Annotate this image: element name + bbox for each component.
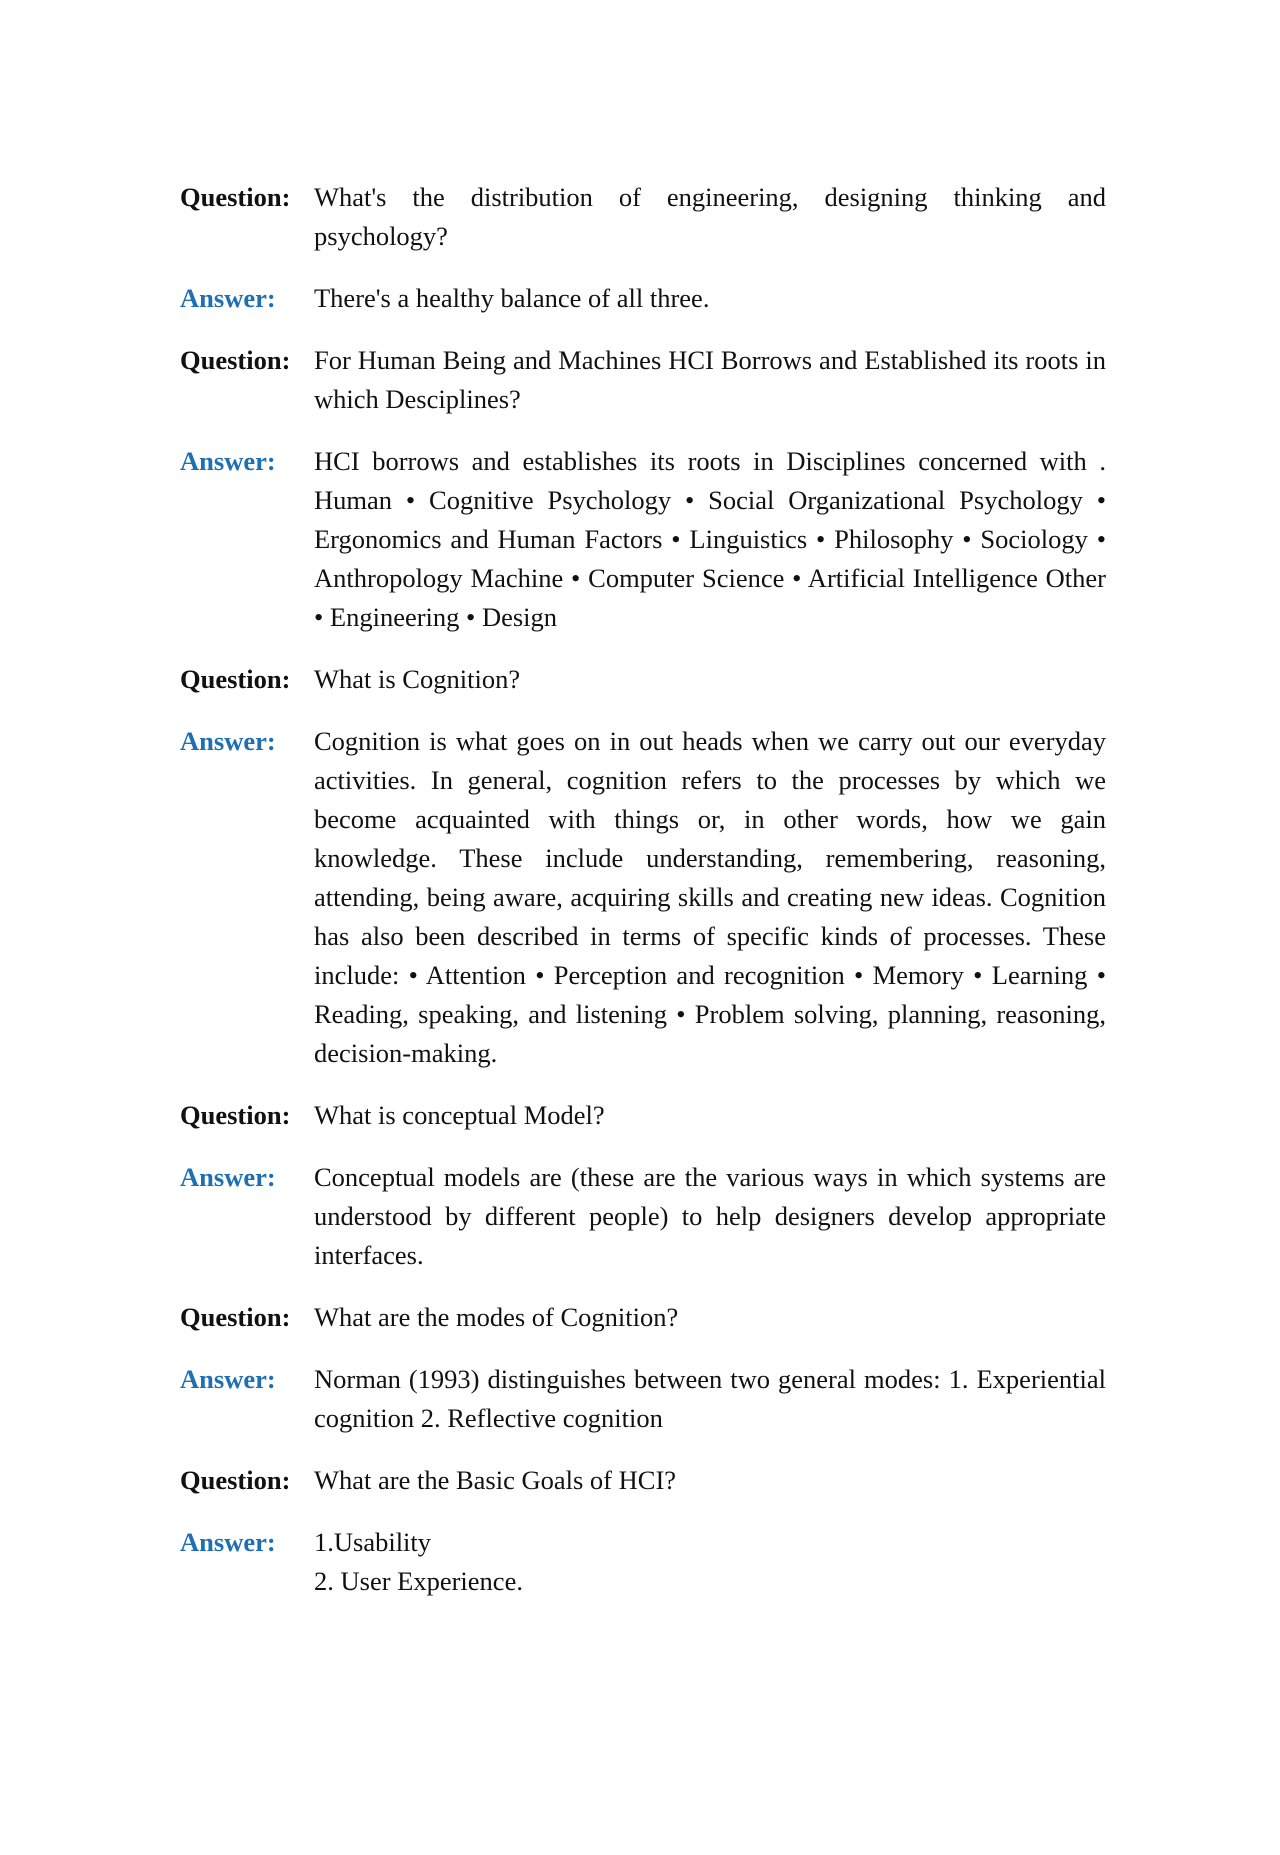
answer-text: Cognition is what goes on in out heads when we carry out our everyday activities. In general, cognition refers to the processes by which we become acquainted with things or, in other words, how we gain knowledge. These include understanding, remembering, reasoning, attending, being aware, acquiring skills and creating new ideas. Cognition has also been described in terms of specific kinds of processes. These include: • Attention • Perception and recognition • Memory • Learning • Reading, speaking, and listening • Problem solving, planning, reasoning, decision-making. [314, 726, 1106, 1068]
answer-label: Answer: [180, 1364, 276, 1394]
answer-label: Answer: [180, 726, 276, 756]
question-row [180, 1096, 1106, 1135]
answer-row [180, 442, 1106, 637]
answer-text: There's a healthy balance of all three. [314, 283, 710, 313]
question-label: Question: [180, 664, 291, 694]
answer-text: Conceptual models are (these are the various ways in which systems are understood by different people) to help designers develop appropriate interfaces. [314, 1162, 1106, 1270]
question-text: What's the distribution of engineering, designing thinking and psychology? [314, 182, 1106, 251]
question-label: Question: [180, 1100, 291, 1130]
question-row [180, 341, 1106, 419]
answer-line: 1.Usability [314, 1527, 432, 1557]
question-text: What are the Basic Goals of HCI? [314, 1465, 677, 1495]
question-label: Question: [180, 345, 291, 375]
answer-row [180, 1360, 1106, 1438]
question-text: What is Cognition? [314, 664, 521, 694]
qa-document [180, 178, 1106, 1624]
answer-row [180, 1158, 1106, 1275]
answer-row [180, 1523, 1106, 1601]
question-text: For Human Being and Machines HCI Borrows and Established its roots in which Desciplines? [314, 345, 1106, 414]
question-label: Question: [180, 182, 291, 212]
answer-label: Answer: [180, 283, 276, 313]
question-label: Question: [180, 1302, 291, 1332]
answer-text: Norman (1993) distinguishes between two general modes: 1. Experiential cognition 2. Reflective cognition [314, 1364, 1106, 1433]
answer-label: Answer: [180, 446, 276, 476]
answer-row [180, 722, 1106, 1073]
question-row [180, 660, 1106, 699]
answer-text [314, 1523, 1106, 1601]
question-row [180, 178, 1106, 256]
question-row [180, 1298, 1106, 1337]
answer-label: Answer: [180, 1162, 276, 1192]
question-text: What is conceptual Model? [314, 1100, 605, 1130]
answer-line: 2. User Experience. [314, 1566, 523, 1596]
answer-row [180, 279, 1106, 318]
question-label: Question: [180, 1465, 291, 1495]
question-text: What are the modes of Cognition? [314, 1302, 679, 1332]
question-row [180, 1461, 1106, 1500]
answer-label: Answer: [180, 1527, 276, 1557]
answer-text: HCI borrows and establishes its roots in Disciplines concerned with . Human • Cognitive Psychology • Social Organizational Psychology • Ergonomics and Human Factors • Linguistics • Philosophy • Sociology • Anthropology Machine • Computer Science • Artificial Intelligence Other • Engineering • Design [314, 446, 1106, 632]
